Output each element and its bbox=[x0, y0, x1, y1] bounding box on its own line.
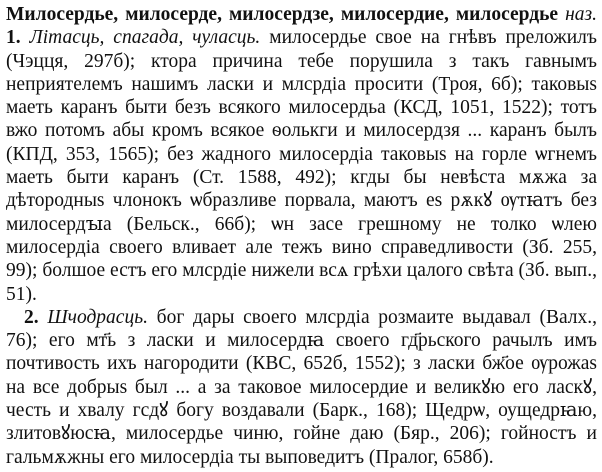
sense-number: 1. bbox=[6, 27, 21, 49]
sense-citations: милосердье свое на гнѣвъ преложилъ (Чэцця, 297б); ктора причина тебе порушила з такъ гавнымъ неприятелемъ нашимъ ласки и млсрдіа просити (Троя, 6б); таковыѕ маеть каранъ быти безъ всякого милосердьа (КСД, 1051, 1522); тотъ вжо потомъ абы кромъ всякое ѳолькги и милосердзя ... каранъ былъ (КПД, 353, 1565); без жадного милосердіа таковыѕ на горле ѡгнемъ маеть быти каранъ (Ст. 1588, 492); кгды бы невѣста мѫжа за дѣтородныѕ члонокъ ѡбразливе порвала, маютъ еѕ рѫкꙋ ѹтꙗтъ без милосердꙑа (Бельск., 66б); ѡн засе грешному не толко ѡлею милосердіа своего вливает але тежъ вино справедливости (Зб. 255, 99); болшое естъ его млсрдіе нижели всѧ грѣхи цалого свѣта (Зб. вып., 51). bbox=[6, 27, 597, 305]
grammar-label: наз. bbox=[565, 4, 598, 25]
sense-gloss: Шчодрасць. bbox=[47, 306, 148, 328]
sense-number: 2. bbox=[24, 306, 39, 328]
sense-2-paragraph bbox=[6, 306, 597, 469]
sense-gloss: Літасць, спагада, чуласць. bbox=[29, 27, 261, 49]
sense-citations: бог дары своего млсрдіа розмаите выдавал (Валх., 76); его мт҃ь з ласки и милосердꙗ своего гд҃рьского рачылъ имъ почтивость ихъ нагородити (КВС, 652б, 1552); з ласки бж҃ое ѹрожаѕ на все добрыѕ был ... а за таковое милосердие и великꙋю его ласкꙋ, честь и хвалу гсдꙋ богу воздавали (Барк., 168); Щедрѡ, оущедрꙗю, злитовꙋюсꙗ, милосердье чиню, гойне даю (Бяр., 206); гойностъ и гальмѫжны его милосердіа ты выповедитъ (Пралог, 658б). bbox=[6, 306, 598, 468]
sense-1-paragraph bbox=[6, 3, 597, 306]
entry-headwords: Милосердье, милосерде, милосердзе, милосердие, милосердье bbox=[6, 4, 559, 25]
